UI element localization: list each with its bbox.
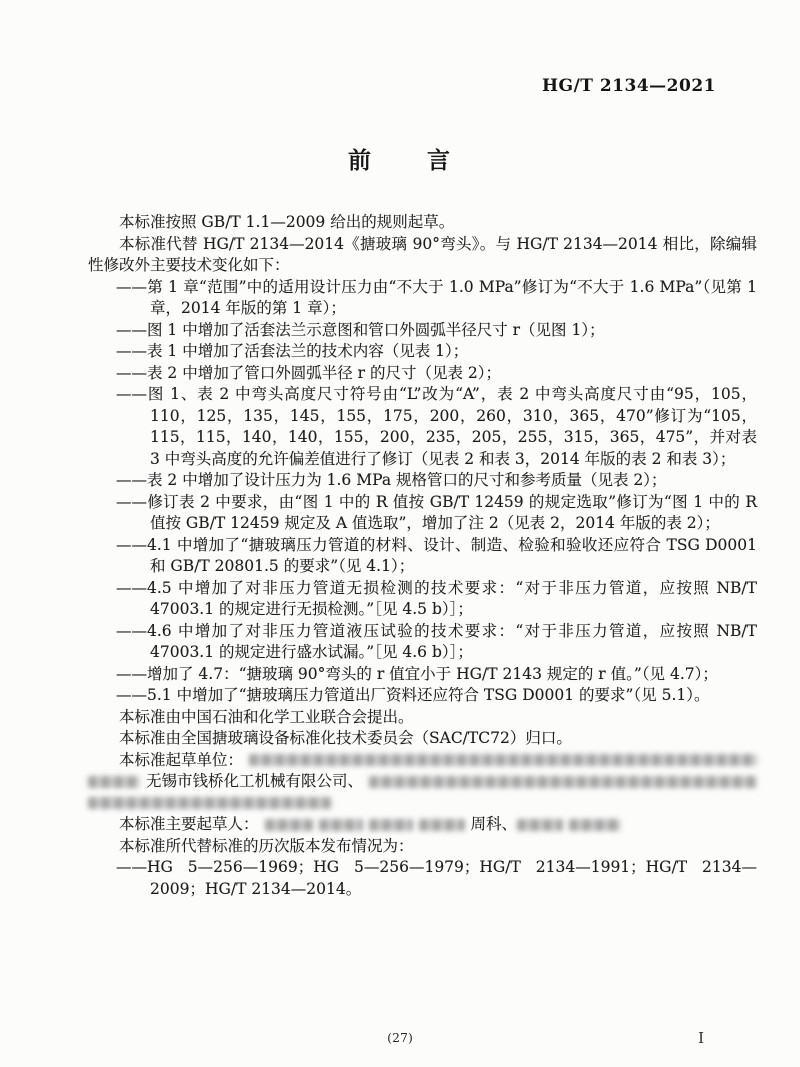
paragraph-replacement: 本标准代替 HG/T 2134—2014《搪玻璃 90°弯头》。与 HG/T 2134—2014 相比，除编辑性修改外主要技术变化如下： [88,234,757,274]
foreword-body [88,212,757,900]
change-item: ——5.1 中增加了“搪玻璃压力管道出厂资料还应符合 TSG D0001 的要求”（见 5.1）。 [116,686,710,704]
redacted-text [88,776,140,788]
redacted-text [419,819,465,831]
paragraph-drafting-rule: 本标准按照 GB/T 1.1—2009 给出的规则起草。 [119,213,455,231]
change-item: ——修订表 2 中要求，由“图 1 中的 R 值按 GB/T 12459 的规定选取”修订为“图 1 中的 R 值按 GB/T 12459 规定及 A 值选取”，增加了注 2（见表 2，2014 年版的表 2）； [116,492,757,532]
change-item: ——图 1 中增加了活套法兰示意图和管口外圆弧半径尺寸 r（见图 1）； [116,320,605,339]
foreword-title: 前 言 [347,147,452,174]
redacted-text [265,819,313,831]
change-item: ——增加了 4.7：“搪玻璃 90°弯头的 r 值宜小于 HG/T 2143 规定的 r 值。”（见 4.7）； [116,664,718,683]
drafters-line [88,814,757,836]
footer-page-number: (27) [387,1030,413,1045]
paragraph-centralized-by: 本标准由全国搪玻璃设备标准化技术委员会（SAC/TC72）归口。 [119,729,572,747]
change-item: ——4.6 中增加了对非压力管道液压试验的技术要求：“对于非压力管道，应按照 NB/T 47003.1 的规定进行盛水试漏。”［见 4.6 b）］； [116,621,757,661]
change-item: ——表 1 中增加了活套法兰的技术内容（见表 1）； [116,342,469,360]
redacted-text [88,797,331,809]
redacted-text [249,754,757,766]
redacted-text [569,819,621,831]
redacted-text [369,776,757,788]
redacted-text [517,819,563,831]
drafter-visible: 周科、 [470,815,518,833]
footer-roman-numeral: I [698,1029,704,1047]
history-item: ——HG 5—256—1969；HG 5—256—1979；HG/T 2134—1991；HG/T 2134—2009；HG/T 2134—2014。 [116,858,757,898]
history-intro: 本标准所代替标准的历次版本发布情况为： [119,836,414,855]
drafting-units-line-3 [88,793,757,815]
drafters-label: 本标准主要起草人： [119,815,259,833]
change-item: ——第 1 章“范围”中的适用设计压力由“不大于 1.0 MPa”修订为“不大于 1.6 MPa”（见第 1 章，2014 年版的第 1 章）； [116,277,757,317]
change-item: ——图 1、表 2 中弯头高度尺寸符号由“L”改为“A”，表 2 中弯头高度尺寸由“95，105，110，125，135，145，155，175，200，260，310，365，470”修订为“105，115，115，140，140，155，200，235，205，255，315，365，475”，并对表 3 中弯头高度的允许偏差值进行了修订（见表 2 和表 3，2014 年版的表 2 和表 3）； [116,385,757,468]
drafting-unit-visible: 无锡市钱桥化工机械有限公司、 [146,772,364,790]
change-item: ——4.5 中增加了对非压力管道无损检测的技术要求：“对于非压力管道，应按照 NB/T 47003.1 的规定进行无损检测。”［见 4.5 b）］； [116,578,757,618]
change-item: ——4.1 中增加了“搪玻璃压力管道的材料、设计、制造、检验和验收还应符合 TSG D0001 和 GB/T 20801.5 的要求”（见 4.1）； [116,535,757,575]
standard-code: HG/T 2134—2021 [542,76,716,96]
paragraph-proposed-by: 本标准由中国石油和化学工业联合会提出。 [119,707,414,726]
drafting-units-line-1 [88,750,757,772]
redacted-text [369,819,413,831]
redacted-text [319,819,363,831]
drafting-units-line-2 [88,771,757,793]
change-item: ——表 2 中增加了管口外圆弧半径 r 的尺寸（见表 2）； [116,363,502,382]
change-item: ——表 2 中增加了设计压力为 1.6 MPa 规格管口的尺寸和参考质量（见表 2）； [116,471,667,489]
drafting-units-label: 本标准起草单位： [119,750,244,769]
